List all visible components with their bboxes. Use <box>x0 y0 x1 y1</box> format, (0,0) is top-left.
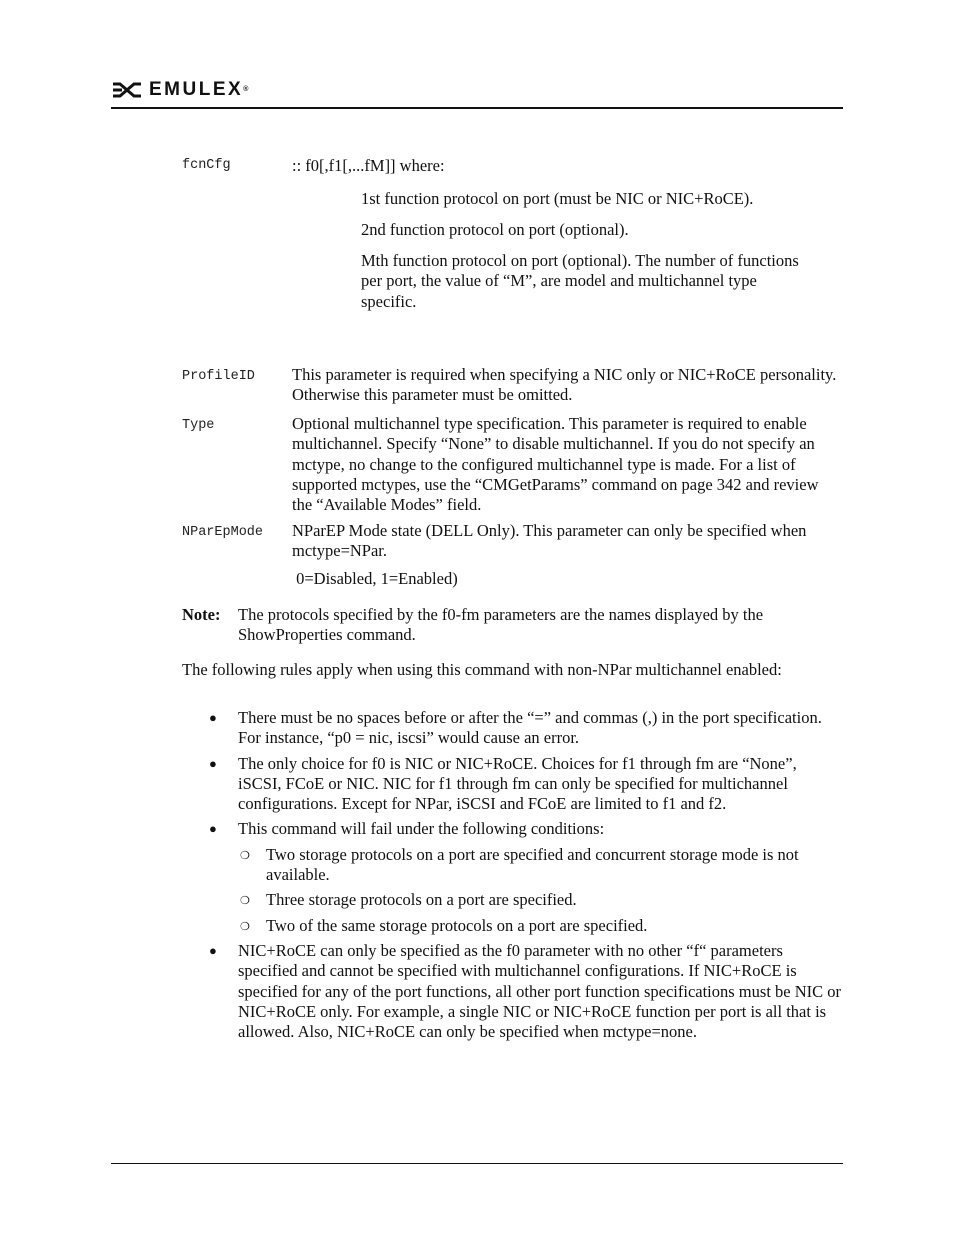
note-label: Note: <box>182 605 221 624</box>
note-text: The protocols specified by the f0-fm parameters are the names displayed by the ShowProperties command. <box>238 605 764 645</box>
conditions-list <box>238 845 842 936</box>
param-desc-nparepmode: NParEP Mode state (DELL Only). This parameter can only be specified when mctype=NPar. <box>292 521 807 561</box>
param-name-profileid: ProfileID <box>182 369 255 384</box>
param-extra-nparepmode: 0=Disabled, 1=Enabled) <box>292 569 458 588</box>
fcn-item: Mth function protocol on port (optional). The number of functions per port, the value of “M”, are model and multichannel type specific. <box>361 251 799 311</box>
param-desc-fcncfg: :: f0[,f1[,...fM]] where: <box>292 156 445 175</box>
sub-bullet-icon: ❍ <box>240 894 250 908</box>
fcn-item: 1st function protocol on port (must be NIC or NIC+RoCE). <box>361 189 754 208</box>
param-name-nparepmode: NParEpMode <box>182 525 264 540</box>
param-name-fcncfg: fcnCfg <box>182 158 231 173</box>
list-item: ● This command will fail under the following conditions: ❍ Two storage protocols on a port are specified and concurrent storage mode is not available. ❍ Three storage protocols on a port are specified. ❍ Two of the same storage protocols on a port are specified. <box>182 819 842 935</box>
list-item: ● There must be no spaces before or after the “=” and commas (,) in the port specification. For instance, “p0 = nic, iscsi” would cause an error. <box>209 708 822 748</box>
footer-rule <box>111 1163 843 1164</box>
param-desc-type: Optional multichannel type specification. This parameter is required to enable multichannel. Specify “None” to disable multichannel. If you do not specify an mctype, no change to the configured multichannel type is made. For a list of supported mctypes, use the “CMGetParams” command on page 342 and review the “Available Modes” field. <box>292 414 819 515</box>
list-item: ● The only choice for f0 is NIC or NIC+RoCE. Choices for f1 through fm are “None”, iSCSI, FCoE or NIC. NIC for f1 through fm can only be specified for multichannel configurations. Except for NPar, iSCSI and FCoE are limited to f1 and f2. <box>209 753 797 814</box>
list-item: ● NIC+RoCE can only be specified as the f0 parameter with no other “f“ parameters specified and cannot be specified with multichannel configurations. If NIC+RoCE is specified for any of the port functions, all other port function specifications must be NIC or NIC+RoCE only. For example, a single NIC or NIC+RoCE function per port is all that is allowed. Also, NIC+RoCE can only be specified when mctype=none. <box>209 940 842 1042</box>
sub-bullet-icon: ❍ <box>240 848 250 862</box>
header-rule <box>111 107 843 109</box>
sub-list-item: ❍ Two storage protocols on a port are specified and concurrent storage mode is not available. <box>240 844 799 885</box>
bullet-icon: ● <box>209 755 217 771</box>
param-name-type: Type <box>182 418 215 433</box>
rules-list <box>182 708 842 1047</box>
sub-bullet-icon: ❍ <box>240 919 250 933</box>
rules-intro: The following rules apply when using this command with non-NPar multichannel enabled: <box>182 660 782 679</box>
fcn-item: 2nd function protocol on port (optional). <box>361 220 629 239</box>
emulex-logo <box>111 80 248 100</box>
bullet-icon: ● <box>209 942 217 958</box>
bullet-icon: ● <box>209 710 217 725</box>
logo-wordmark: EMULEX® <box>149 79 249 100</box>
param-desc-profileid: This parameter is required when specifying a NIC only or NIC+RoCE personality. Otherwise this parameter must be omitted. <box>292 365 837 405</box>
bullet-icon: ● <box>209 821 217 837</box>
sub-list-item: ❍ Two of the same storage protocols on a port are specified. <box>238 916 842 936</box>
sub-list-item: ❍ Three storage protocols on a port are specified. <box>238 890 842 910</box>
emulex-logo-icon <box>111 81 143 99</box>
